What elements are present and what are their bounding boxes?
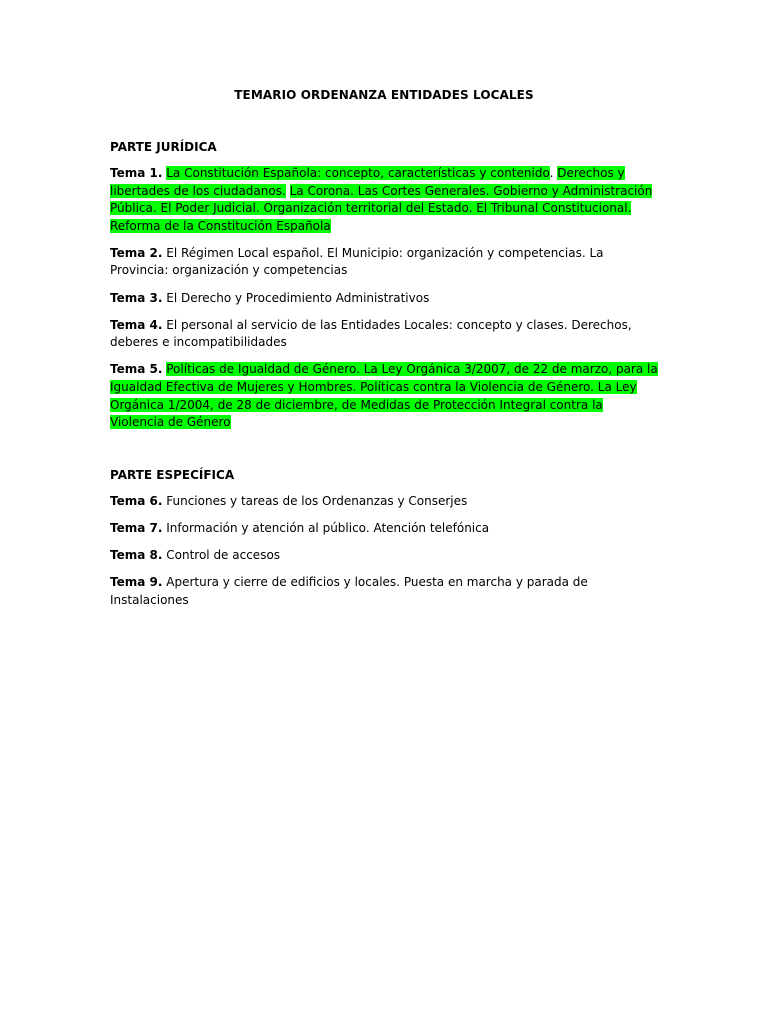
- tema-item: [110, 493, 658, 511]
- tema-label: Tema 4.: [110, 317, 163, 332]
- tema-label: Tema 3.: [110, 290, 163, 305]
- section-heading-parte-juridica: PARTE JURÍDICA: [110, 140, 217, 154]
- tema-list-parte-especifica: [110, 493, 658, 609]
- tema-text: .: [549, 166, 558, 180]
- tema-label: Tema 7.: [110, 520, 163, 535]
- tema-item: [110, 165, 658, 235]
- document-title: TEMARIO ORDENANZA ENTIDADES LOCALES: [234, 88, 534, 102]
- tema-item: [110, 547, 658, 565]
- tema-label: Tema 6.: [110, 493, 163, 508]
- tema-text: Información y atención al público. Atención telefónica: [166, 520, 490, 535]
- tema-item: [110, 290, 658, 308]
- tema-text: Control de accesos: [166, 547, 281, 562]
- tema-text: El Régimen Local español. El Municipio: organización y competencias. La Provincia: organización y competencias: [110, 245, 604, 278]
- tema-item: [110, 317, 658, 352]
- tema-item: [110, 361, 658, 431]
- tema-list-parte-juridica: [110, 165, 658, 432]
- tema-text: Apertura y cierre de edificios y locales. Puesta en marcha y parada de Instalaciones: [110, 575, 588, 607]
- document-page: [110, 86, 658, 619]
- tema-text: Funciones y tareas de los Ordenanzas y Conserjes: [166, 493, 468, 508]
- tema-text: El Derecho y Procedimiento Administrativos: [166, 290, 430, 305]
- tema-label: Tema 1.: [110, 166, 163, 180]
- tema-label: Tema 2.: [110, 245, 163, 260]
- tema-text-highlighted: La Constitución Española: concepto, características y contenido: [166, 166, 550, 180]
- section-heading-parte-especifica: PARTE ESPECÍFICA: [110, 467, 235, 482]
- tema-text-highlighted: Derechos y libertades de los ciudadanos.: [110, 166, 625, 198]
- tema-text: El personal al servicio de las Entidades Locales: concepto y clases. Derechos, deberes e incompatibilidades: [110, 317, 632, 350]
- tema-label: Tema 9.: [110, 575, 163, 589]
- tema-text-highlighted: Políticas de Igualdad de Género. La Ley Orgánica 3/2007, de 22 de marzo, para la Igualdad Efectiva de Mujeres y Hombres. Políticas contra la Violencia de Género. La Ley Orgánica 1/2004, de 28 de diciembre, de Medidas de Protección Integral contra la Violencia de Género: [110, 362, 658, 430]
- tema-item: [110, 574, 658, 609]
- tema-item: [110, 245, 658, 280]
- tema-item: [110, 520, 658, 538]
- tema-label: Tema 5.: [110, 362, 163, 377]
- tema-label: Tema 8.: [110, 547, 163, 562]
- tema-text-highlighted: La Corona. Las Cortes Generales. Gobierno y Administración Pública. El Poder Judicial. Organización territorial del Estado. El Tribunal Constitucional. Reforma de la Constitución Española: [110, 183, 653, 233]
